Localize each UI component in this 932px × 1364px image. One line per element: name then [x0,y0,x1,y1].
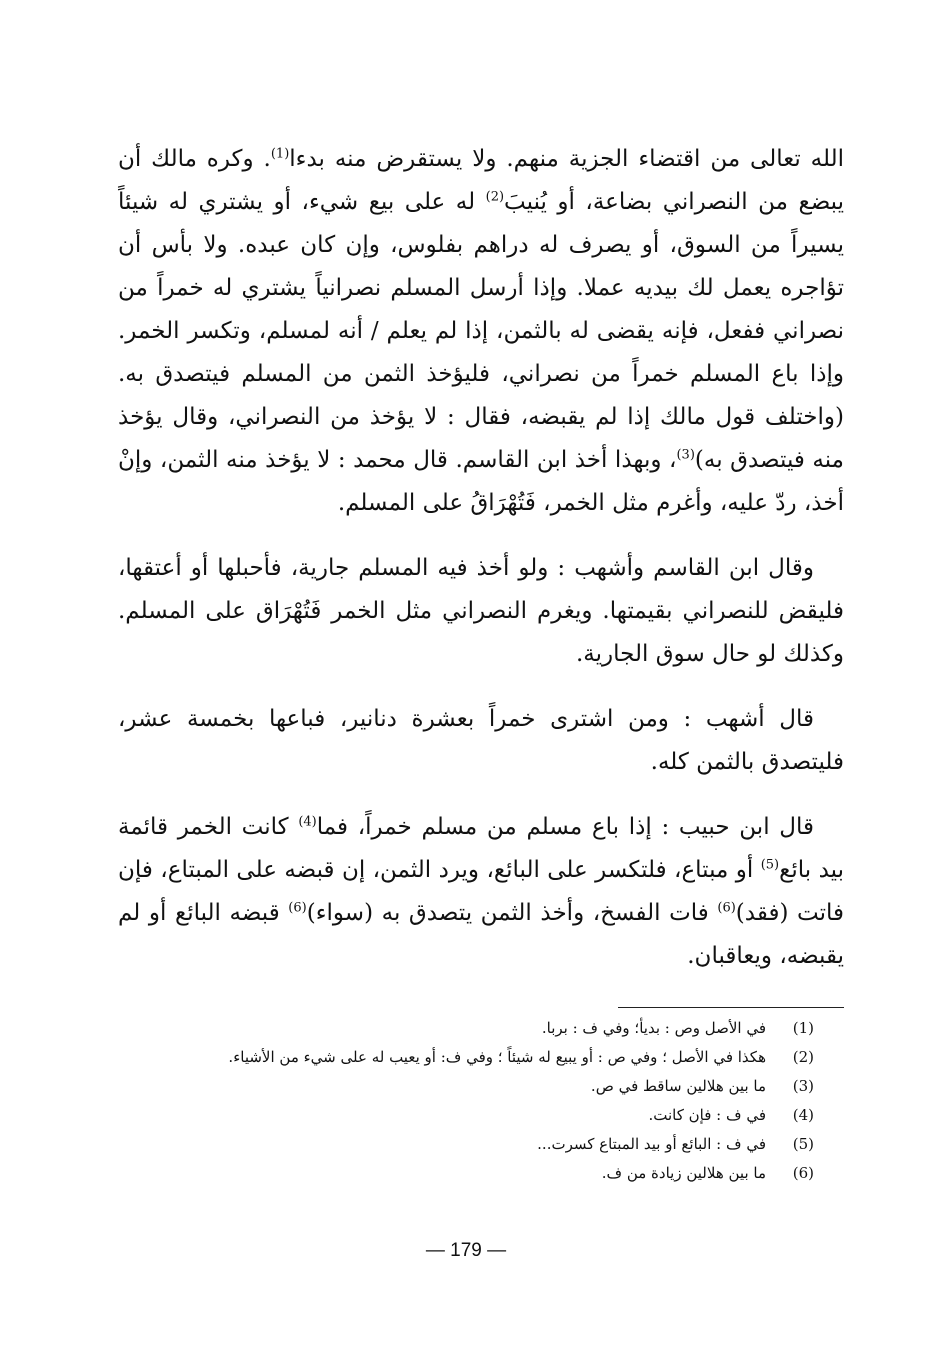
footnote-text: ما بين هلالين ساقط في ص. [590,1077,766,1095]
footnote [118,1159,814,1188]
footnote [118,1043,814,1072]
footnote [118,1014,814,1043]
footnote-marker: (1) [270,146,290,162]
footnote-number: (2) [792,1048,814,1066]
footnote-number: (4) [792,1106,814,1124]
footnote-marker: (6) [288,900,307,916]
page-number: — 179 — [425,1240,507,1261]
paragraph-2 [118,547,844,676]
footnote [118,1101,814,1130]
footnote-marker: (5) [760,857,780,873]
footnote-marker: (3) [676,447,695,463]
text-run: وقال ابن القاسم وأشهب : ولو أخذ فيه المسلم جارية، فأحبلها أو أعتقها، فليقض للنصراني بقيمتها. ويغرم النصراني مثل الخمر فَتُهْرَاق على المسلم. وكذلك لو حال سوق الجارية. [118,555,844,667]
footnote-text: في ف : فإن كانت. [648,1106,766,1124]
footnote [118,1130,814,1159]
text-run: قال أشهب : ومن اشترى خمراً بعشرة دنانير، فباعها بخمسة عشر، فليتصدق بالثمن كله. [118,706,844,775]
footnote-number: (6) [792,1164,814,1182]
footnote [118,1072,814,1101]
text-run: ، وبهذا أخذ ابن القاسم. قال محمد : لا يؤخذ منه الثمن، وإنْ أخذ، ردّ عليه، وأغرم مثل الخمر، فَتُهْرَاقُ على المسلم. [118,447,844,516]
text-run: قال ابن حبيب : إذا باع مسلم من مسلم خمراً، فما [316,814,814,840]
text-run: قبضه البائع أو لم يقبضه، ويعاقبان. [118,900,844,969]
text-run: له على بيع شيء، أو يشتري له شيئاً يسيراً من السوق، أو يصرف له دراهم بفلوس، وإن كان عبده. ولا بأس أن تؤاجره يعمل لك بيديه عملا. وإذا أرسل المسلم نصرانياً يشتري له خمراً من نصراني ففعل، فإنه يقضى له بالثمن، إذا لم يعلم / أنه لمسلم، وتكسر الخمر. وإذا باع المسلم خمراً من نصراني، فليؤخذ الثمن من المسلم فيتصدق به. (واختلف قول مالك إذا لم يقبضه، فقال : لا يؤخذ من النصراني، وقال يؤخذ منه فيتصدق به) [118,189,844,473]
footnote-text: في الأصل وص : بديأ؛ وفي ف : بربا. [541,1019,766,1037]
footnote-marker: (6) [717,900,736,916]
footnote-marker: (2) [485,189,505,205]
text-run: كانت الخمر قائمة بيد بائع [118,814,844,883]
text-run: . وكره مالك أن يبضع من النصراني بضاعة، أو يُنيبَ [118,146,844,215]
main-text [118,138,844,1000]
paragraph-4 [118,806,844,978]
text-run: الله تعالى من اقتضاء الجزية منهم. ولا يستقرض منه بدءا [289,146,844,172]
paragraph-3 [118,698,844,784]
footnotes [118,1014,814,1188]
footnote-text: ما بين هلالين زيادة من ف. [601,1164,766,1182]
footnote-marker: (4) [298,814,317,830]
footnote-separator [618,1007,844,1008]
footnote-text: هكذا في الأصل ؛ وفي ص : أو يبيع له شيئاً ؛ وفي ف: أو يعيب له على شيء من الأشياء. [228,1048,766,1066]
text-run: فات الفسخ، وأخذ الثمن يتصدق به (سواء) [306,900,718,926]
paragraph-1 [118,138,844,525]
footnote-text: في ف : البائع أو بيد المبتاع كسرت... [537,1135,766,1153]
footnote-number: (1) [792,1019,814,1037]
text-run: أو مبتاع، فلتكسر على البائع، ويرد الثمن، إن قبضه على المبتاع، فإن فاتت (فقد) [118,857,845,926]
footnote-number: (3) [792,1077,814,1095]
footnote-number: (5) [792,1135,814,1153]
